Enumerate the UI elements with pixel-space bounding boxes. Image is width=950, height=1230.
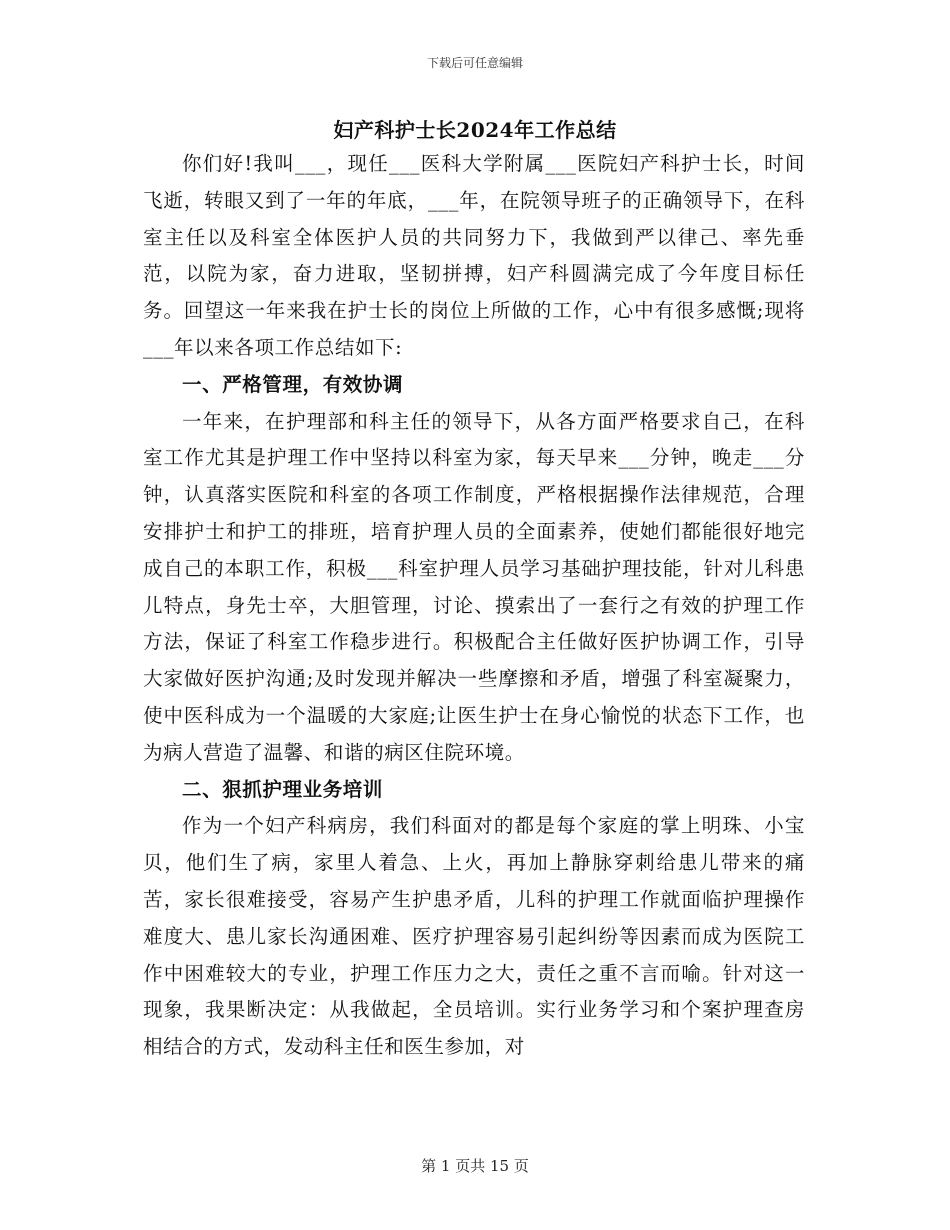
page-header-note: 下载后可任意编辑 (426, 56, 523, 70)
page-number-footer: 第 1 页共 15 页 (421, 1157, 529, 1175)
section-heading-1: 一、严格管理，有效协调 (182, 372, 404, 396)
section-heading-2: 二、狠抓护理业务培训 (182, 777, 384, 801)
document-title: 妇产科护士长2024年工作总结 (333, 118, 617, 142)
section-1-paragraph: 一年来，在护理部和科主任的领导下，从各方面严格要求自己，在科室工作尤其是护理工作中坚持以科室为家，每天早来___分钟，晚走___分钟，认真落实医院和科室的各项工作制度，严格根据操作法律规范，合理安排护士和护工的排班，培育护理人员的全面素养，使她们都能很好地完成自己的本职工作，积极___科室护理人员学习基础护理技能，针对儿科患儿特点，身先士卒，大胆管理，讨论、摸索出了一套行之有效的护理工作方法，保证了科室工作稳步进行。积极配合主任做好医护协调工作，引导大家做好医护沟通;及时发现并解决一些摩擦和矛盾，增强了科室凝聚力，使中医科成为一个温暖的大家庭;让医生护士在身心愉悦的状态下工作，也为病人营造了温馨、和谐的病区住院环境。 (143, 409, 805, 764)
section-2-paragraph: 作为一个妇产科病房，我们科面对的都是每个家庭的掌上明珠、小宝贝，他们生了病，家里人着急、上火，再加上静脉穿刺给患儿带来的痛苦，家长很难接受，容易产生护患矛盾，儿科的护理工作就面临护理操作难度大、患儿家长沟通困难、医疗护理容易引起纠纷等因素而成为医院工作中困难较大的专业，护理工作压力之大，责任之重不言而喻。针对这一现象，我果断决定：从我做起，全员培训。实行业务学习和个案护理查房相结合的方式，发动科主任和医生参加，对 (143, 814, 805, 1059)
intro-paragraph: 你们好!我叫___，现任___医科大学附属___医院妇产科护士长，时间飞逝，转眼又到了一年的年底，___年，在院领导班子的正确领导下，在科室主任以及科室全体医护人员的共同努力下，我做到严以律己、率先垂范，以院为家，奋力进取，坚韧拼搏，妇产科圆满完成了今年度目标任务。回望这一年来我在护士长的岗位上所做的工作，心中有很多感慨;现将___年以来各项工作总结如下: (143, 152, 805, 359)
document-body (143, 146, 805, 1066)
